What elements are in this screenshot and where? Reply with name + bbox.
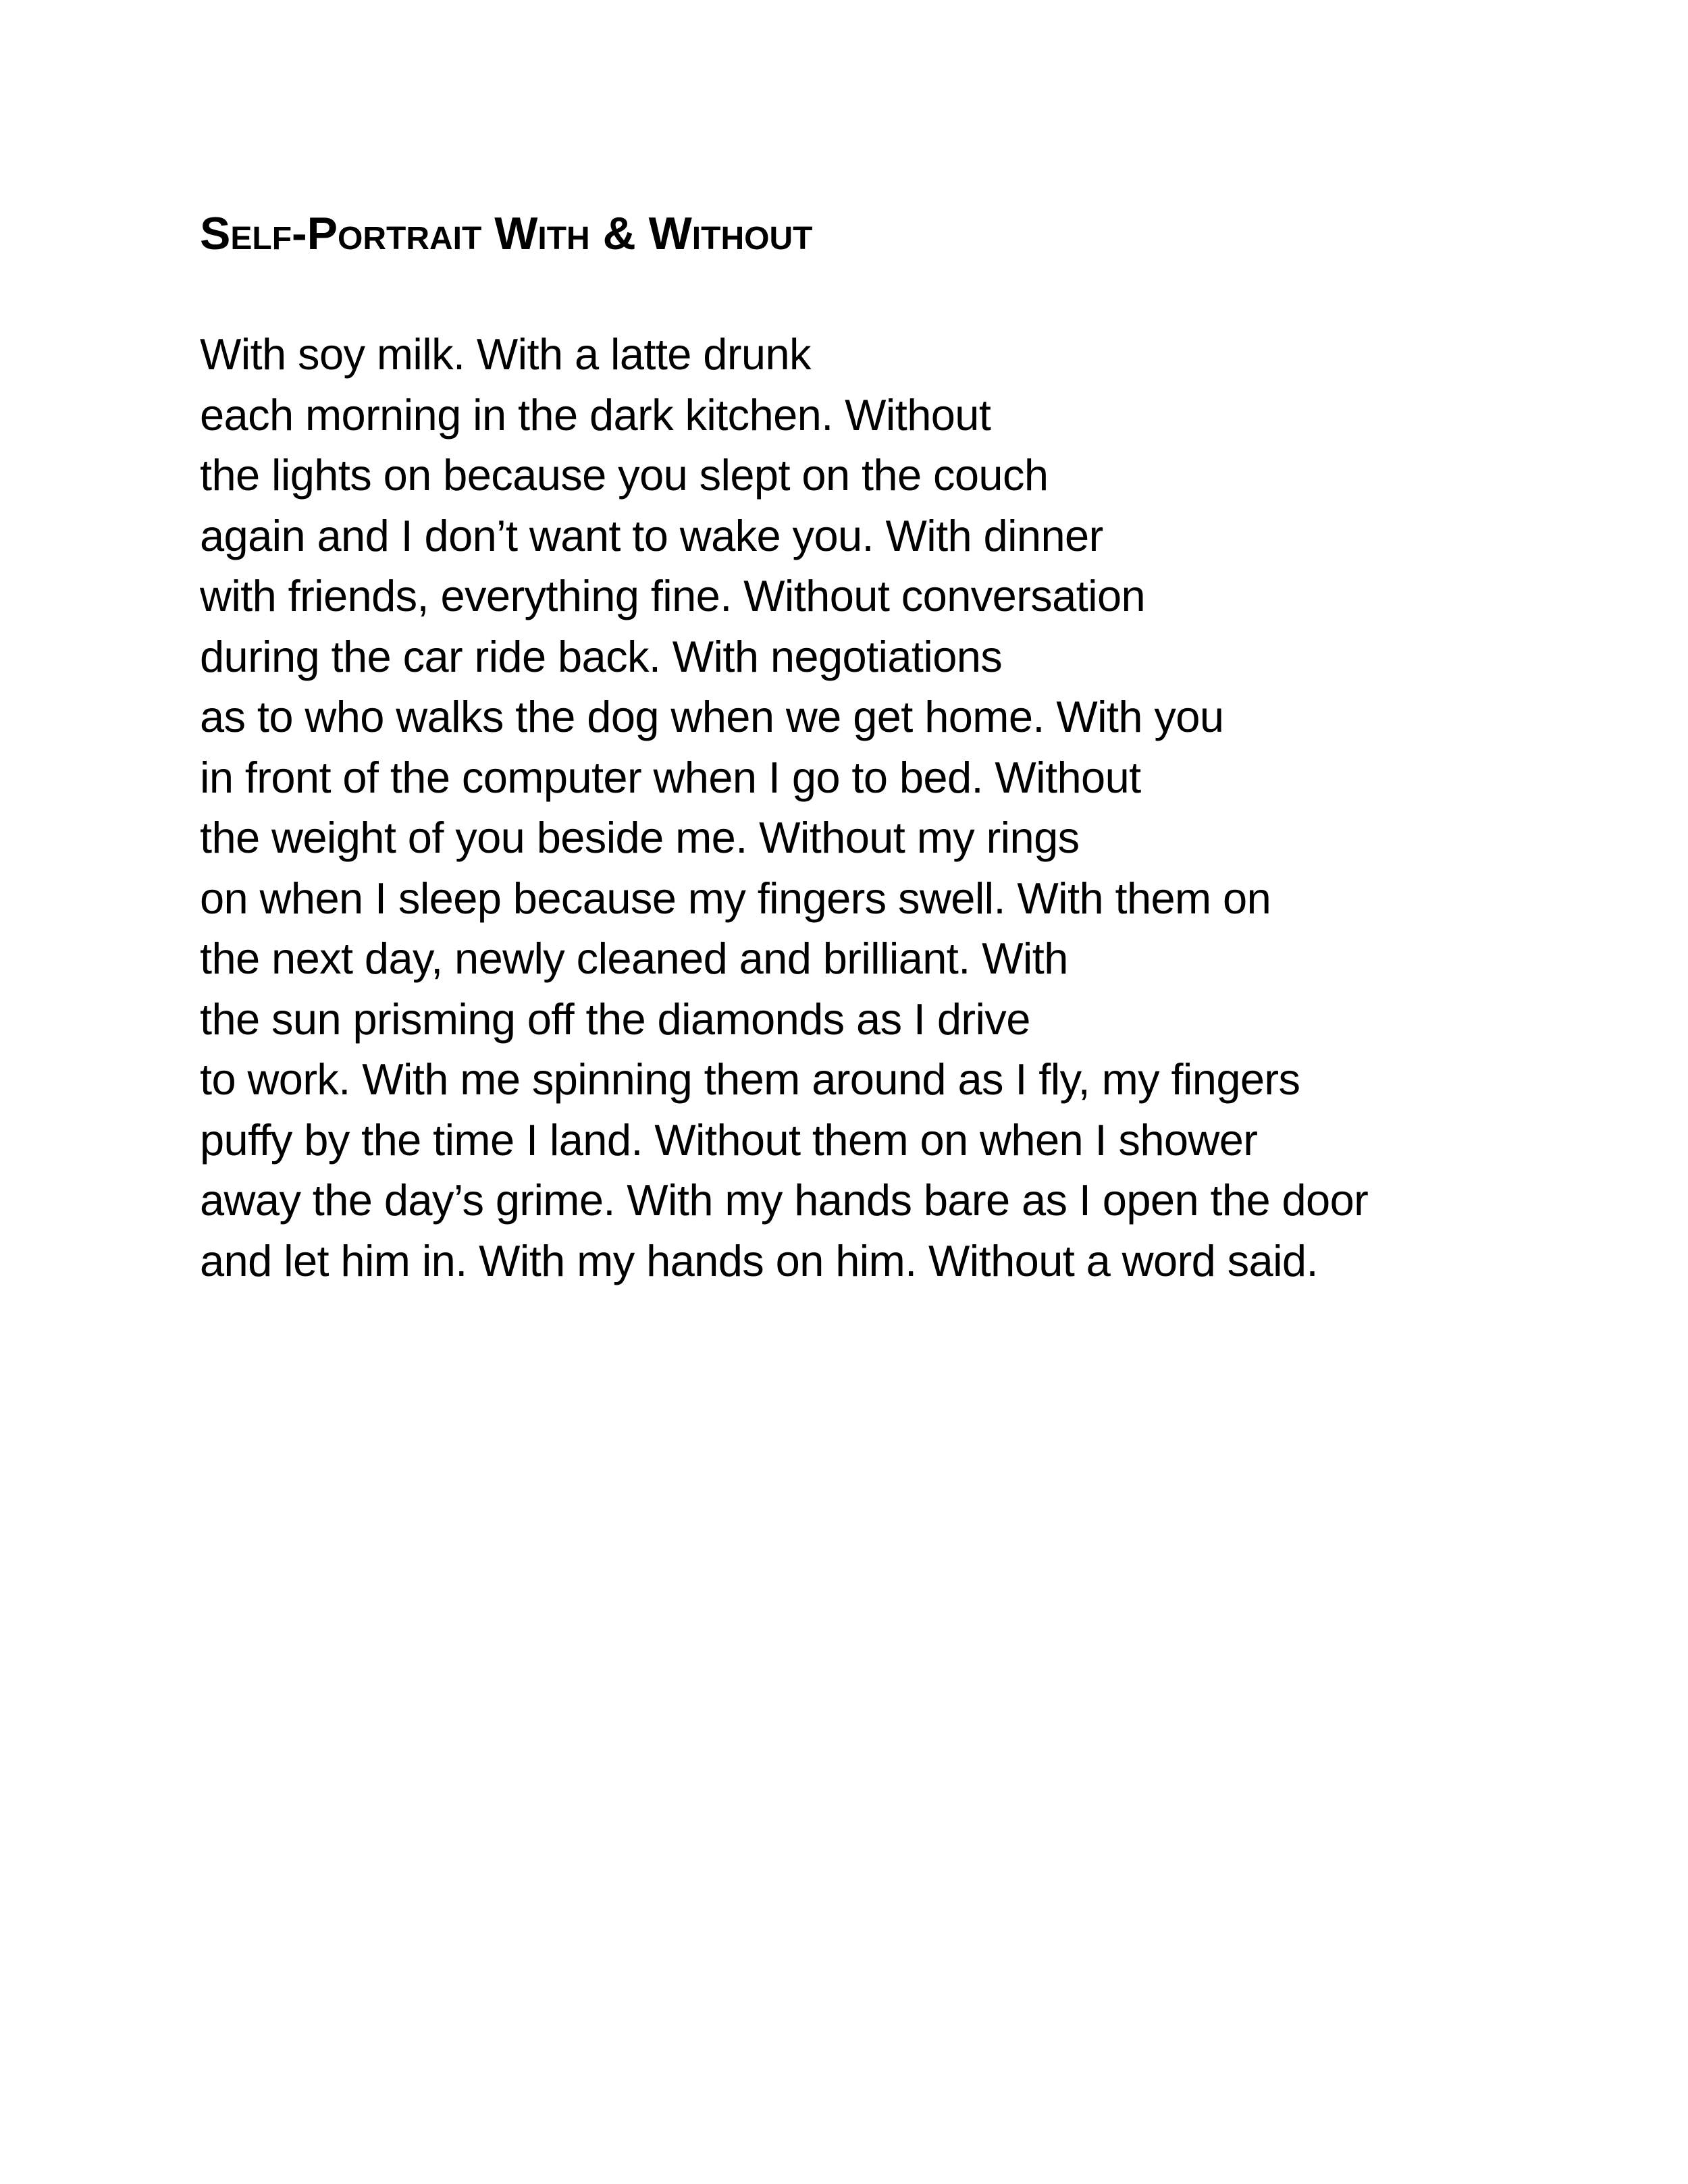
poem-line: the weight of you beside me. Without my rings — [200, 813, 1080, 862]
poem-line: again and I don’t want to wake you. With dinner — [200, 510, 1103, 560]
poem-line: on when I sleep because my fingers swell. With them on — [200, 873, 1271, 923]
poem-line: With soy milk. With a latte drunk — [200, 329, 811, 379]
poem-title: Self-Portrait With & Without — [200, 208, 813, 259]
poem-line: the sun prisming off the diamonds as I drive — [200, 994, 1030, 1044]
poem-line: in front of the computer when I go to bed. Without — [200, 752, 1141, 802]
poem-line: during the car ride back. With negotiations — [200, 631, 1003, 681]
poem-line: the lights on because you slept on the couch — [200, 450, 1049, 500]
poem-line: puffy by the time I land. Without them on when I shower — [200, 1115, 1258, 1165]
poem-body — [200, 324, 1368, 1291]
poem-line: away the day’s grime. With my hands bare as I open the door — [200, 1175, 1369, 1225]
poem-line: the next day, newly cleaned and brilliant. With — [200, 934, 1068, 983]
poem-line: with friends, everything fine. Without conversation — [200, 571, 1146, 620]
poem-line: as to who walks the dog when we get home. With you — [200, 692, 1224, 741]
poem-line: each morning in the dark kitchen. Without — [200, 390, 991, 440]
poem-line: and let him in. With my hands on him. Without a word said. — [200, 1235, 1318, 1285]
poem-line: to work. With me spinning them around as I fly, my fingers — [200, 1055, 1300, 1104]
